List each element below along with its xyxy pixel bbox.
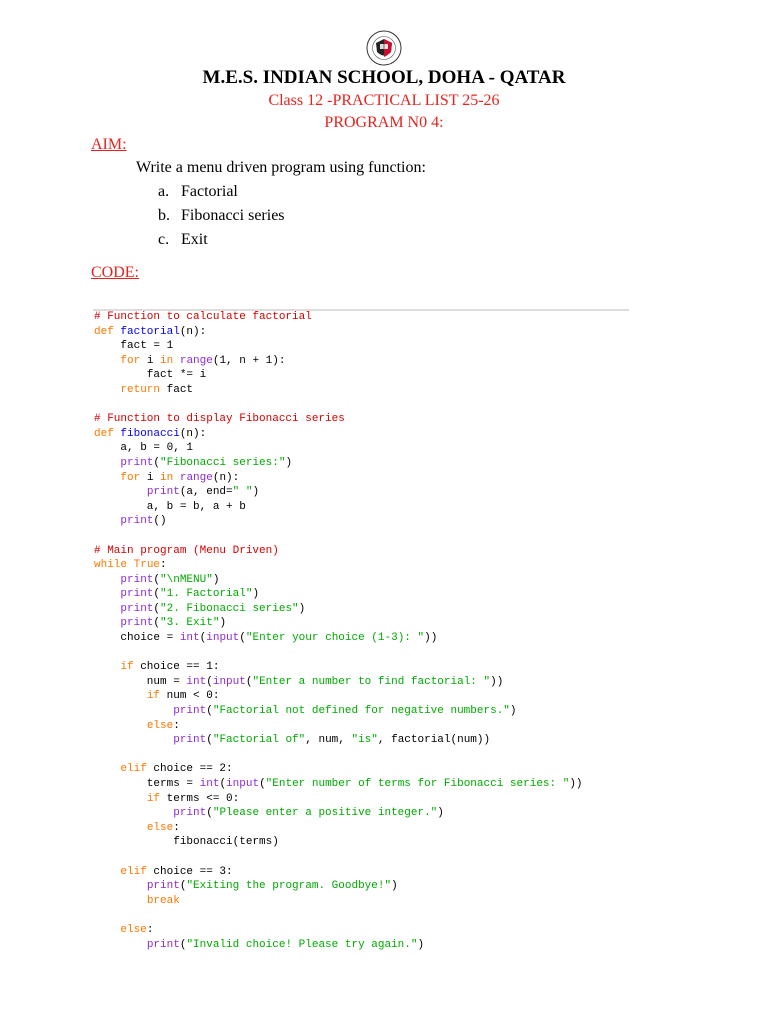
code-token: i xyxy=(140,354,161,367)
code-token: "Enter a number to find factorial: " xyxy=(252,675,491,688)
code-token xyxy=(94,924,120,936)
code-token: "is" xyxy=(351,734,378,747)
code-token: terms <= 0: xyxy=(160,792,240,805)
code-token: ( xyxy=(153,617,161,630)
code-token: ( xyxy=(153,602,161,615)
code-line xyxy=(94,660,583,675)
code-token xyxy=(173,355,180,367)
code-token: "3. Exit" xyxy=(160,617,220,630)
code-token xyxy=(94,866,120,878)
code-token: elif xyxy=(120,763,147,776)
code-token: break xyxy=(146,894,180,907)
code-line xyxy=(94,412,583,427)
code-token: ( xyxy=(179,938,187,951)
code-token: def xyxy=(94,325,121,338)
code-token: if xyxy=(146,792,161,805)
code-token xyxy=(94,793,147,805)
option-text: Factorial xyxy=(181,183,238,200)
code-token: fact *= i xyxy=(94,369,207,382)
code-token: # Function to display Fibonacci series xyxy=(94,413,345,426)
code-line xyxy=(94,485,583,500)
code-token: in xyxy=(160,354,174,367)
code-token: ( xyxy=(206,705,213,718)
code-token xyxy=(94,822,147,834)
code-token: print xyxy=(120,617,154,630)
code-token: factorial xyxy=(120,325,180,338)
school-name: M.E.S. INDIAN SCHOOL, DOHA - QATAR xyxy=(202,67,566,88)
code-token: ) xyxy=(219,617,227,630)
code-line xyxy=(94,310,583,325)
code-token: ( xyxy=(153,456,161,469)
code-token: elif xyxy=(120,865,147,878)
code-token: ( xyxy=(245,675,253,688)
code-token: ( xyxy=(259,778,266,790)
code-line xyxy=(94,689,583,704)
code-token: fibonacci xyxy=(120,427,180,440)
code-line xyxy=(94,427,583,442)
code-token xyxy=(94,690,147,702)
code-token: , num, xyxy=(305,734,352,747)
code-token: : xyxy=(160,559,167,572)
code-token: "Enter your choice (1-3): " xyxy=(245,632,425,645)
code-block xyxy=(94,310,583,952)
code-line xyxy=(94,646,583,661)
code-token: print xyxy=(173,705,207,718)
code-token: ) xyxy=(391,880,398,893)
code-line xyxy=(94,792,583,807)
code-token xyxy=(94,939,147,951)
aim-heading: AIM: xyxy=(91,136,127,153)
code-token: ( xyxy=(153,573,161,586)
code-line xyxy=(94,544,583,559)
code-token: , factorial(num)) xyxy=(377,734,491,747)
code-token: choice == 1: xyxy=(133,661,220,674)
code-token: print xyxy=(146,938,180,951)
code-token: ) xyxy=(285,456,293,469)
code-token: fact xyxy=(160,383,194,396)
code-token: print xyxy=(120,573,154,586)
code-token: "2. Fibonacci series" xyxy=(160,602,299,615)
code-token: return xyxy=(120,383,161,396)
code-line xyxy=(94,354,583,369)
code-token: input xyxy=(226,778,260,790)
code-token xyxy=(94,617,120,629)
code-token: range xyxy=(179,471,213,484)
code-line xyxy=(94,558,583,573)
code-token: choice == 3: xyxy=(146,865,233,878)
code-line xyxy=(94,573,583,588)
code-line xyxy=(94,748,583,763)
code-token xyxy=(127,559,134,571)
code-token xyxy=(94,355,120,367)
code-token: ) xyxy=(437,807,444,820)
code-token xyxy=(173,472,180,484)
code-token: int xyxy=(179,632,200,645)
code-line xyxy=(94,850,583,865)
code-line xyxy=(94,923,583,938)
code-token: (n): xyxy=(179,325,207,338)
code-token: num = xyxy=(94,675,187,688)
option-letter: b. xyxy=(158,207,170,224)
code-token xyxy=(94,880,147,892)
code-token xyxy=(94,515,120,527)
code-token xyxy=(94,807,173,819)
code-token: else xyxy=(120,923,147,936)
code-token: int xyxy=(199,778,220,790)
code-line xyxy=(94,368,583,383)
code-heading: CODE: xyxy=(91,264,139,281)
code-line xyxy=(94,835,583,850)
code-token: : xyxy=(146,923,154,936)
code-token: (n): xyxy=(179,427,207,440)
code-token: choice = xyxy=(94,632,180,645)
code-token: : xyxy=(173,719,180,732)
code-line xyxy=(94,616,583,631)
code-token: else xyxy=(146,719,174,732)
code-token: print xyxy=(146,486,180,499)
code-token xyxy=(94,603,120,615)
code-token: while xyxy=(94,559,128,572)
code-token xyxy=(94,734,173,746)
code-token: a, b = b, a + b xyxy=(94,500,246,513)
code-token: (1, n + 1): xyxy=(212,354,286,367)
code-token: ) xyxy=(509,705,517,718)
code-line xyxy=(94,879,583,894)
code-token: num < 0: xyxy=(160,690,220,703)
code-token: )) xyxy=(569,778,583,790)
code-token xyxy=(94,763,120,775)
code-token: if xyxy=(120,661,134,674)
code-token: def xyxy=(94,427,121,440)
code-line xyxy=(94,383,583,398)
code-line xyxy=(94,777,583,792)
code-token: )) xyxy=(424,632,438,645)
code-line xyxy=(94,894,583,909)
code-token: print xyxy=(120,515,154,528)
option-text: Exit xyxy=(181,231,208,248)
code-token xyxy=(94,661,120,673)
code-token: "Enter number of terms for Fibonacci series: " xyxy=(265,778,570,790)
option-letter: a. xyxy=(158,183,170,200)
code-line xyxy=(94,733,583,748)
code-line xyxy=(94,704,583,719)
code-line xyxy=(94,675,583,690)
code-token: ( xyxy=(219,778,227,790)
code-token xyxy=(94,720,147,732)
code-token: " " xyxy=(232,486,253,499)
code-token: # Main program (Menu Driven) xyxy=(94,544,279,557)
code-token: ( xyxy=(239,632,246,645)
code-token: for xyxy=(120,354,141,367)
code-line xyxy=(94,938,583,953)
code-line xyxy=(94,471,583,486)
program-number: PROGRAM N0 4: xyxy=(324,114,444,131)
code-token: input xyxy=(212,675,246,688)
code-token: print xyxy=(120,602,154,615)
code-line xyxy=(94,762,583,777)
aim-description: Write a menu driven program using function: xyxy=(136,159,426,176)
code-token: ) xyxy=(252,588,260,601)
code-line xyxy=(94,398,583,413)
code-line xyxy=(94,500,583,515)
code-token: () xyxy=(153,515,167,528)
code-token: for xyxy=(120,471,141,484)
option-letter: c. xyxy=(158,231,170,248)
code-token: input xyxy=(206,632,240,645)
code-line xyxy=(94,821,583,836)
code-token: # Function to calculate factorial xyxy=(94,311,312,323)
code-token: print xyxy=(120,588,154,601)
code-token: ( xyxy=(206,807,213,820)
code-token: ) xyxy=(212,573,220,586)
code-token: a, b = 0, 1 xyxy=(94,442,194,455)
code-line xyxy=(94,529,583,544)
code-token: fact = 1 xyxy=(94,340,174,353)
code-line xyxy=(94,806,583,821)
code-token: : xyxy=(173,821,180,834)
code-token: )) xyxy=(490,675,504,688)
code-token: range xyxy=(179,354,213,367)
code-line xyxy=(94,602,583,617)
code-token: print xyxy=(146,880,180,893)
code-token: "1. Factorial" xyxy=(160,588,253,601)
class-practical-list: Class 12 -PRACTICAL LIST 25-26 xyxy=(268,92,500,109)
code-line xyxy=(94,325,583,340)
option-text: Fibonacci series xyxy=(181,207,285,224)
code-line xyxy=(94,719,583,734)
code-token: if xyxy=(146,690,161,703)
code-token: "Exiting the program. Goodbye!" xyxy=(186,880,392,893)
code-token xyxy=(94,588,120,600)
code-token xyxy=(94,895,147,907)
code-line xyxy=(94,456,583,471)
code-token: in xyxy=(160,471,174,484)
code-token: True xyxy=(133,559,161,572)
code-token: "Invalid choice! Please try again." xyxy=(186,938,418,951)
code-token xyxy=(94,472,120,484)
code-line xyxy=(94,514,583,529)
code-token xyxy=(94,384,120,396)
code-token: ) xyxy=(252,486,260,499)
code-token: "Factorial of" xyxy=(212,734,306,747)
code-line xyxy=(94,339,583,354)
code-line xyxy=(94,908,583,923)
code-token: "Please enter a positive integer." xyxy=(212,807,438,820)
code-token: fibonacci(terms) xyxy=(94,836,279,849)
code-token: ( xyxy=(179,880,187,893)
code-token: ( xyxy=(153,588,161,601)
code-token: choice == 2: xyxy=(146,763,233,776)
code-token: int xyxy=(186,675,207,688)
code-token: "\nMENU" xyxy=(160,573,213,586)
code-token: i xyxy=(140,471,161,484)
code-line xyxy=(94,441,583,456)
code-token: print xyxy=(120,456,154,469)
code-token: ) xyxy=(298,602,306,615)
code-token: (a, end= xyxy=(179,486,233,499)
code-token: "Fibonacci series:" xyxy=(160,456,286,469)
code-token: ( xyxy=(206,675,213,688)
school-logo-seal xyxy=(366,30,402,66)
code-token: ( xyxy=(206,734,213,747)
code-token: "Factorial not defined for negative numbers." xyxy=(212,705,510,718)
code-token: ( xyxy=(199,632,207,645)
code-token xyxy=(94,574,120,586)
code-token: terms = xyxy=(94,778,200,790)
code-line xyxy=(94,631,583,646)
code-token: (n): xyxy=(212,471,240,484)
code-token: else xyxy=(146,821,174,834)
code-token: print xyxy=(173,734,207,747)
code-token xyxy=(94,457,120,469)
code-token: ) xyxy=(417,938,425,951)
code-token: print xyxy=(173,807,207,820)
code-token xyxy=(94,486,147,498)
code-token xyxy=(94,705,173,717)
code-line xyxy=(94,865,583,880)
code-line xyxy=(94,587,583,602)
